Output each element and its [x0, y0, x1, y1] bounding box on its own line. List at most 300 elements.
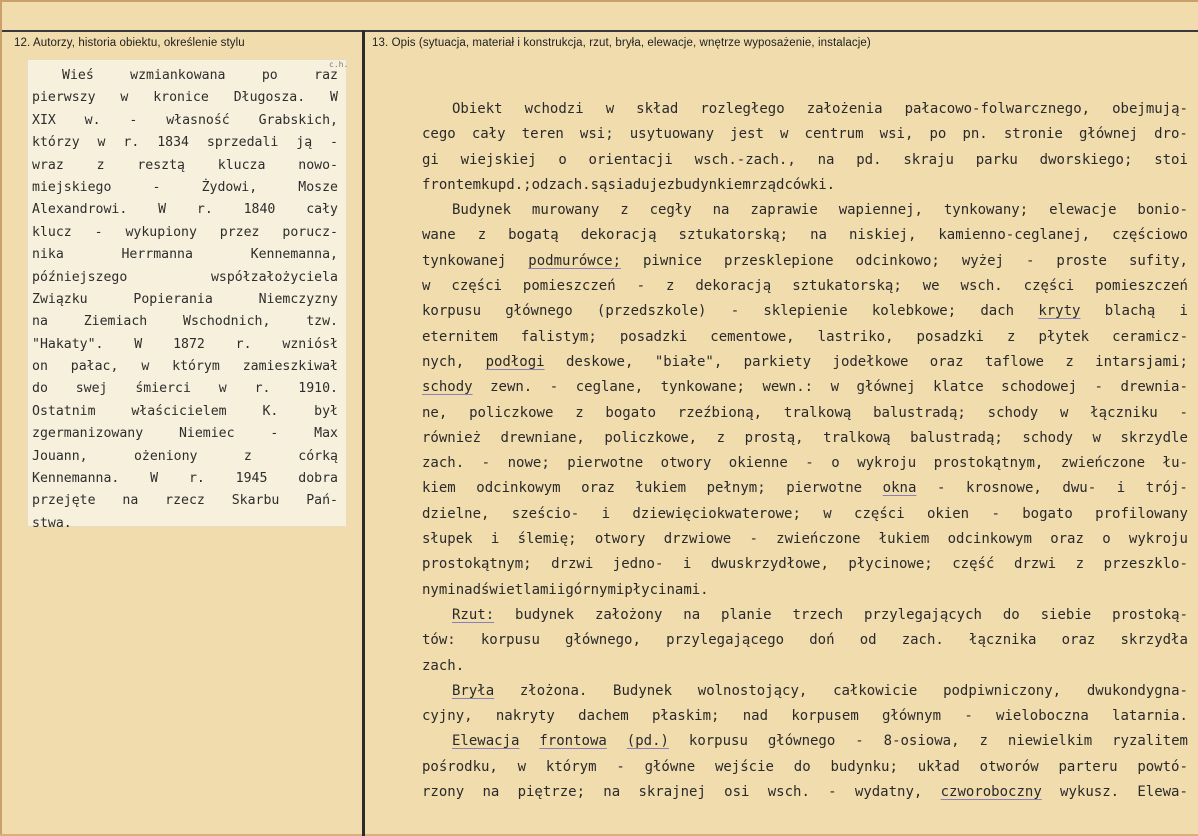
description-word: i	[556, 581, 566, 598]
history-word: z	[243, 448, 252, 464]
history-word: 1945	[235, 471, 268, 487]
history-word: r.	[254, 381, 271, 397]
description-line	[422, 654, 1188, 679]
description-word: bogato	[605, 404, 656, 421]
description-word: wane	[422, 227, 456, 244]
description-word: z	[1007, 328, 1016, 345]
description-word: skrzydła	[1120, 632, 1188, 649]
description-line	[422, 729, 1188, 754]
description-word: parkiety	[743, 353, 812, 370]
description-word: korpusem	[791, 708, 859, 725]
history-line	[32, 356, 338, 378]
description-word: przesklepione	[723, 252, 834, 269]
description-word: częściowo	[1112, 227, 1188, 244]
description-word: (pd.)	[626, 733, 669, 750]
description-word: -	[549, 379, 559, 396]
description-word: część	[952, 556, 995, 573]
history-word: przez	[219, 224, 260, 240]
history-word: XIX	[32, 112, 56, 128]
history-word: ożeniony	[133, 448, 198, 464]
history-word: pałac,	[70, 359, 119, 375]
history-line	[32, 87, 338, 109]
history-word: Skarbu	[231, 493, 280, 509]
description-word: zach.	[422, 455, 465, 472]
history-word: zgermanizowany	[32, 426, 144, 442]
description-word: schody	[422, 379, 473, 396]
description-word: głównego,	[565, 632, 641, 649]
history-word: Związku	[32, 291, 88, 307]
history-word: porucz-	[282, 224, 338, 240]
description-word: Elewa-	[1137, 784, 1188, 801]
section-12-heading: 12. Autorzy, historia obiektu, określenie stylu	[14, 37, 245, 49]
description-word: oraz	[1061, 632, 1096, 649]
description-word: tów:	[422, 632, 456, 649]
description-line	[422, 401, 1188, 426]
history-line	[32, 155, 338, 177]
description-word: osi	[724, 784, 750, 801]
description-word: rzeźbioną,	[677, 404, 763, 421]
description-line	[422, 274, 1188, 299]
section-13-heading: 13. Opis (sytuacja, materiał i konstrukcja, rzut, bryła, elewacje, wnętrze wyposażenie, instalacje)	[372, 37, 871, 49]
description-word: w	[1092, 429, 1101, 446]
description-word: budynek	[515, 606, 575, 623]
description-word: i	[682, 556, 692, 573]
description-word: tralkową	[783, 404, 852, 421]
description-word: planie	[721, 606, 772, 623]
description-word: krosnowe,	[965, 480, 1042, 497]
description-word: rzony	[422, 784, 465, 801]
description-word: stronie	[1003, 126, 1063, 143]
history-line	[32, 199, 338, 221]
description-word: piętrze;	[517, 784, 586, 801]
description-word: z	[1075, 556, 1085, 573]
description-word: schody	[987, 404, 1039, 421]
description-line	[422, 173, 1188, 198]
description-word: pomieszczeń	[522, 278, 616, 295]
history-word: "Hakaty".	[32, 336, 104, 352]
description-word: wsi;	[579, 126, 614, 143]
description-word: wieloboczna	[996, 708, 1089, 725]
history-word: późniejszego	[32, 269, 128, 285]
description-word: zwieńczone	[1060, 455, 1146, 472]
description-word: -	[991, 505, 1000, 522]
history-line	[32, 468, 338, 490]
description-word: zwieńczone	[776, 531, 861, 548]
description-word: otworów	[979, 758, 1039, 775]
column-divider	[362, 30, 365, 836]
history-word: 1910.	[298, 381, 338, 397]
description-word: posadzki	[619, 328, 688, 345]
description-word: główne	[644, 758, 696, 775]
description-word: korpusu	[688, 733, 748, 750]
description-word: profilowany	[1095, 505, 1188, 522]
corner-mark: c.h.	[329, 60, 349, 69]
description-word: ne,	[422, 404, 448, 421]
description-word: centrum	[804, 126, 864, 143]
description-word: dwu-	[1062, 480, 1097, 497]
history-word: w	[120, 90, 129, 106]
description-word: niewielkim	[1007, 733, 1093, 750]
description-word: okien	[926, 505, 970, 522]
history-word: stwa.	[32, 515, 72, 531]
description-word: płycinami.	[624, 581, 709, 598]
history-line	[32, 267, 338, 289]
description-word: na	[683, 606, 701, 623]
description-line	[422, 704, 1188, 729]
description-word: korpusu	[480, 632, 540, 649]
description-word: w	[422, 278, 431, 295]
description-word: ryzalitem	[1112, 733, 1188, 750]
description-line	[422, 502, 1188, 527]
description-word: policzkowe,	[604, 429, 698, 446]
description-word: eternitem	[422, 328, 498, 345]
description-word: ceramicz-	[1112, 328, 1188, 345]
description-word: Obiekt	[452, 101, 503, 117]
description-word: bogato	[1022, 505, 1073, 522]
description-word: elewacje	[1049, 202, 1117, 219]
description-word: wapiennej,	[838, 202, 923, 219]
description-word: jest	[730, 126, 764, 143]
description-word: płytek	[1038, 328, 1090, 345]
description-word: skład	[636, 101, 679, 117]
description-word: Elewacja	[452, 733, 520, 750]
description-word: -	[828, 784, 837, 801]
description-word: proste	[1056, 252, 1107, 269]
description-word: wiejskiej	[460, 151, 537, 168]
history-word: Max	[314, 426, 338, 442]
description-word: drzwiowe	[663, 531, 732, 548]
description-word: jedno-	[612, 556, 664, 573]
description-word: latarnia.	[1112, 708, 1188, 725]
description-word: nych,	[422, 353, 465, 370]
history-word: ją	[296, 135, 313, 151]
description-line	[422, 426, 1188, 451]
description-word: frontem	[422, 176, 482, 193]
description-word: pomieszczeń	[1095, 278, 1188, 295]
description-word: wejście	[714, 758, 774, 775]
description-word: sztukatorską;	[792, 278, 902, 295]
history-word: w.	[84, 112, 101, 128]
history-line	[32, 177, 338, 199]
history-word: Żydowi,	[201, 179, 258, 195]
description-word: Bryła	[452, 682, 495, 699]
description-word: -	[1094, 379, 1103, 396]
history-word: Długosza.	[233, 90, 306, 106]
description-word: pierwotne	[786, 480, 863, 497]
history-line	[32, 446, 338, 468]
description-word: prostą,	[744, 429, 804, 446]
description-word: otwory	[594, 531, 646, 548]
description-word: kamienno-ceglanej,	[938, 227, 1091, 244]
description-word: głównym	[882, 708, 942, 725]
description-word: sąsiaduje	[590, 176, 667, 193]
description-word: (przedszkole)	[596, 303, 707, 320]
description-word: wykroju	[1128, 531, 1188, 548]
description-word: łącznika	[969, 632, 1037, 649]
description-word: dach	[980, 303, 1015, 320]
description-word: na	[603, 784, 621, 801]
description-word: całkowicie	[833, 682, 918, 699]
description-line	[422, 375, 1188, 400]
history-word: Pań-	[306, 493, 338, 509]
description-word: okna	[882, 480, 917, 497]
description-word: cyjny,	[422, 708, 473, 725]
history-word: zamieszkiwał	[242, 359, 338, 375]
description-word: cementowe,	[710, 328, 795, 345]
history-word: Jouann,	[32, 448, 88, 464]
description-word: bogatą	[508, 227, 559, 244]
description-word: z	[477, 227, 487, 244]
description-word: -	[1025, 252, 1035, 269]
description-line	[422, 578, 1188, 603]
description-word: prostokątnym,	[933, 455, 1044, 472]
description-word: -	[855, 733, 864, 750]
description-word: pd.	[856, 151, 882, 168]
description-word: nadświetlami	[455, 581, 557, 598]
description-word: wewn.:	[762, 379, 814, 396]
description-word: taflowe	[984, 353, 1044, 370]
history-line	[32, 378, 338, 400]
history-line	[32, 423, 338, 445]
description-word: pełnym;	[706, 480, 766, 497]
description-word: wsch.	[960, 278, 1003, 295]
history-line	[32, 513, 338, 535]
description-word: łączniku	[1090, 404, 1158, 421]
history-word: -	[129, 112, 138, 128]
history-word: na	[122, 493, 139, 509]
description-line	[422, 97, 1188, 122]
description-word: ceglane,	[575, 379, 644, 396]
description-word: dwukondygna-	[1086, 682, 1188, 699]
description-word: i	[601, 505, 610, 522]
description-word: lastriko,	[817, 328, 894, 345]
description-word: odcinkowym	[947, 531, 1032, 548]
history-word: W	[330, 90, 338, 106]
history-word: klucz	[32, 224, 72, 240]
description-word: ślemię;	[517, 531, 577, 548]
history-word: córką	[298, 448, 338, 464]
description-word: policzkowe	[469, 404, 554, 421]
description-word: kolebkowe;	[871, 303, 957, 320]
description-word: górnymi	[565, 581, 625, 598]
history-word: współzałożyciela	[210, 269, 338, 285]
description-word: podmurówce;	[528, 252, 621, 269]
history-word: Ziemiach	[83, 314, 148, 330]
description-word: drzwi	[551, 556, 594, 573]
description-word: sztukatorską;	[678, 227, 789, 244]
history-word: do	[32, 381, 48, 397]
description-word: do	[793, 758, 811, 775]
description-word: kiem	[422, 480, 456, 497]
description-word: we	[922, 278, 940, 295]
history-word: rzecz	[165, 493, 205, 509]
history-word: cały	[306, 202, 338, 218]
description-word: budynkiem	[674, 176, 751, 193]
history-word: w	[97, 135, 106, 151]
history-word: nowo-	[298, 157, 338, 173]
description-word: którym	[545, 758, 597, 775]
description-word: również	[422, 429, 482, 446]
description-word: niskiej,	[848, 227, 917, 244]
description-word: -	[636, 278, 646, 295]
description-word: z	[575, 404, 584, 421]
description-word: dro-	[1154, 126, 1188, 143]
description-word: wsi,	[879, 126, 914, 143]
description-word: w	[517, 758, 527, 775]
description-word: zach.	[422, 657, 465, 674]
description-line	[422, 603, 1188, 628]
description-word: i	[490, 531, 500, 548]
description-word: murowany	[531, 202, 600, 219]
history-word: Grabskich,	[258, 112, 338, 128]
description-word: ku	[481, 176, 498, 193]
description-word: tynkowanej	[422, 252, 507, 269]
description-line	[422, 198, 1188, 223]
history-word: r.	[123, 135, 140, 151]
history-line	[32, 311, 338, 333]
description-word: wykusz.	[1060, 784, 1120, 801]
history-line	[32, 65, 338, 87]
description-word: na	[810, 227, 827, 244]
history-word: wraz	[32, 157, 64, 173]
description-line	[422, 223, 1188, 248]
description-word: słupek	[422, 531, 473, 548]
history-word: sprzedali	[206, 135, 279, 151]
history-word: po	[261, 68, 278, 83]
history-word: 1840	[243, 202, 276, 218]
description-word: pośrodku,	[422, 758, 498, 775]
description-word: wydatny,	[854, 784, 923, 801]
history-word: Niemiec	[178, 426, 235, 442]
description-word: o	[1102, 531, 1111, 548]
history-word: resztą	[137, 157, 185, 173]
description-word: na	[712, 202, 730, 219]
history-word: kronice	[153, 90, 209, 106]
description-word: przylegającego	[666, 632, 785, 649]
description-word: frontowa	[539, 733, 607, 750]
history-line	[32, 244, 338, 266]
description-word: usytuowany	[629, 126, 715, 143]
history-word: śmierci	[135, 381, 191, 397]
history-word: Mosze	[298, 179, 338, 195]
history-word: Wschodnich,	[183, 314, 271, 330]
description-word: zach.	[548, 176, 591, 193]
description-word: -	[1179, 404, 1188, 421]
history-word: -	[94, 224, 103, 240]
description-word: na	[817, 151, 835, 168]
description-word: sześcio-	[511, 505, 580, 522]
description-word: po	[929, 126, 947, 143]
description-word: wolnostojący,	[697, 682, 808, 699]
history-word: W	[150, 471, 159, 487]
description-word: -	[749, 531, 758, 548]
description-word: założenia	[806, 101, 883, 117]
description-word: deskowe,	[565, 353, 634, 370]
description-line	[422, 451, 1188, 476]
description-word: skrajnej	[638, 784, 706, 801]
history-word: pierwszy	[32, 90, 96, 106]
history-word: właścicielem	[131, 403, 227, 419]
description-word: rozległego	[700, 101, 785, 117]
description-word: założony	[594, 606, 663, 623]
history-word: wzmiankowana	[130, 68, 226, 83]
description-word: od	[531, 176, 549, 193]
description-word: -	[730, 303, 740, 320]
history-word: K.	[262, 403, 279, 419]
description-word: dekoracją	[695, 278, 772, 295]
description-line	[422, 476, 1188, 501]
description-word: pierwotne	[567, 455, 644, 472]
description-word: wykroju	[857, 455, 917, 472]
description-word: wchodzi	[524, 101, 584, 117]
history-word: 1872	[173, 336, 205, 352]
description-word: intarsjami;	[1095, 353, 1188, 370]
description-word: układ	[917, 758, 960, 775]
description-word: wsch.-zach.,	[694, 151, 796, 168]
description-word: od	[859, 632, 877, 649]
history-word: którzy	[32, 135, 80, 151]
description-word: -	[481, 455, 491, 472]
description-word: głównej	[856, 379, 916, 396]
description-word: kryty	[1038, 303, 1081, 320]
description-word: prostokątnym;	[422, 556, 532, 573]
description-word: oraz	[929, 353, 964, 370]
description-word: zaprawie	[750, 202, 818, 219]
description-word: -	[964, 708, 973, 725]
description-word: schodowej	[1001, 379, 1078, 396]
description-word: tralkową	[823, 429, 891, 446]
description-word: oraz	[1050, 531, 1084, 548]
history-word: Herrmanna	[121, 247, 193, 263]
history-word: r.	[196, 202, 213, 218]
description-line	[422, 122, 1188, 147]
description-word: w	[1060, 404, 1069, 421]
history-word: wzniósł	[282, 336, 338, 352]
description-word: zewn.	[490, 379, 533, 396]
history-line	[32, 222, 338, 244]
description-word: z	[979, 733, 988, 750]
description-word: posadzki	[916, 328, 984, 345]
description-word: Budynek	[613, 682, 673, 699]
history-line	[32, 401, 338, 423]
description-word: otwory	[660, 455, 712, 472]
description-word: z	[666, 176, 675, 193]
history-line	[32, 110, 338, 132]
description-word: odcinkowym	[476, 480, 561, 497]
history-line	[32, 490, 338, 512]
history-word: tzw.	[306, 314, 338, 330]
history-word: 1834	[157, 135, 189, 151]
description-word: -	[616, 758, 625, 775]
description-word: budynku;	[830, 758, 898, 775]
description-word: doń	[809, 632, 835, 649]
description-line	[422, 780, 1188, 805]
description-word: orientacji	[588, 151, 673, 168]
history-word: Wieś	[62, 68, 94, 83]
history-word: klucza	[217, 157, 266, 173]
description-word: dziewięciokwaterowe;	[632, 505, 801, 522]
history-text	[32, 65, 338, 535]
description-word: przeszklo-	[1103, 556, 1188, 573]
description-word: w	[830, 379, 840, 396]
description-word: z	[620, 202, 629, 219]
description-word: nad	[742, 708, 769, 725]
description-word: nowe;	[507, 455, 550, 472]
description-word: wyżej	[961, 252, 1004, 269]
history-word: W	[134, 336, 143, 352]
description-word: klatce	[933, 379, 984, 396]
history-word: r.	[188, 471, 205, 487]
